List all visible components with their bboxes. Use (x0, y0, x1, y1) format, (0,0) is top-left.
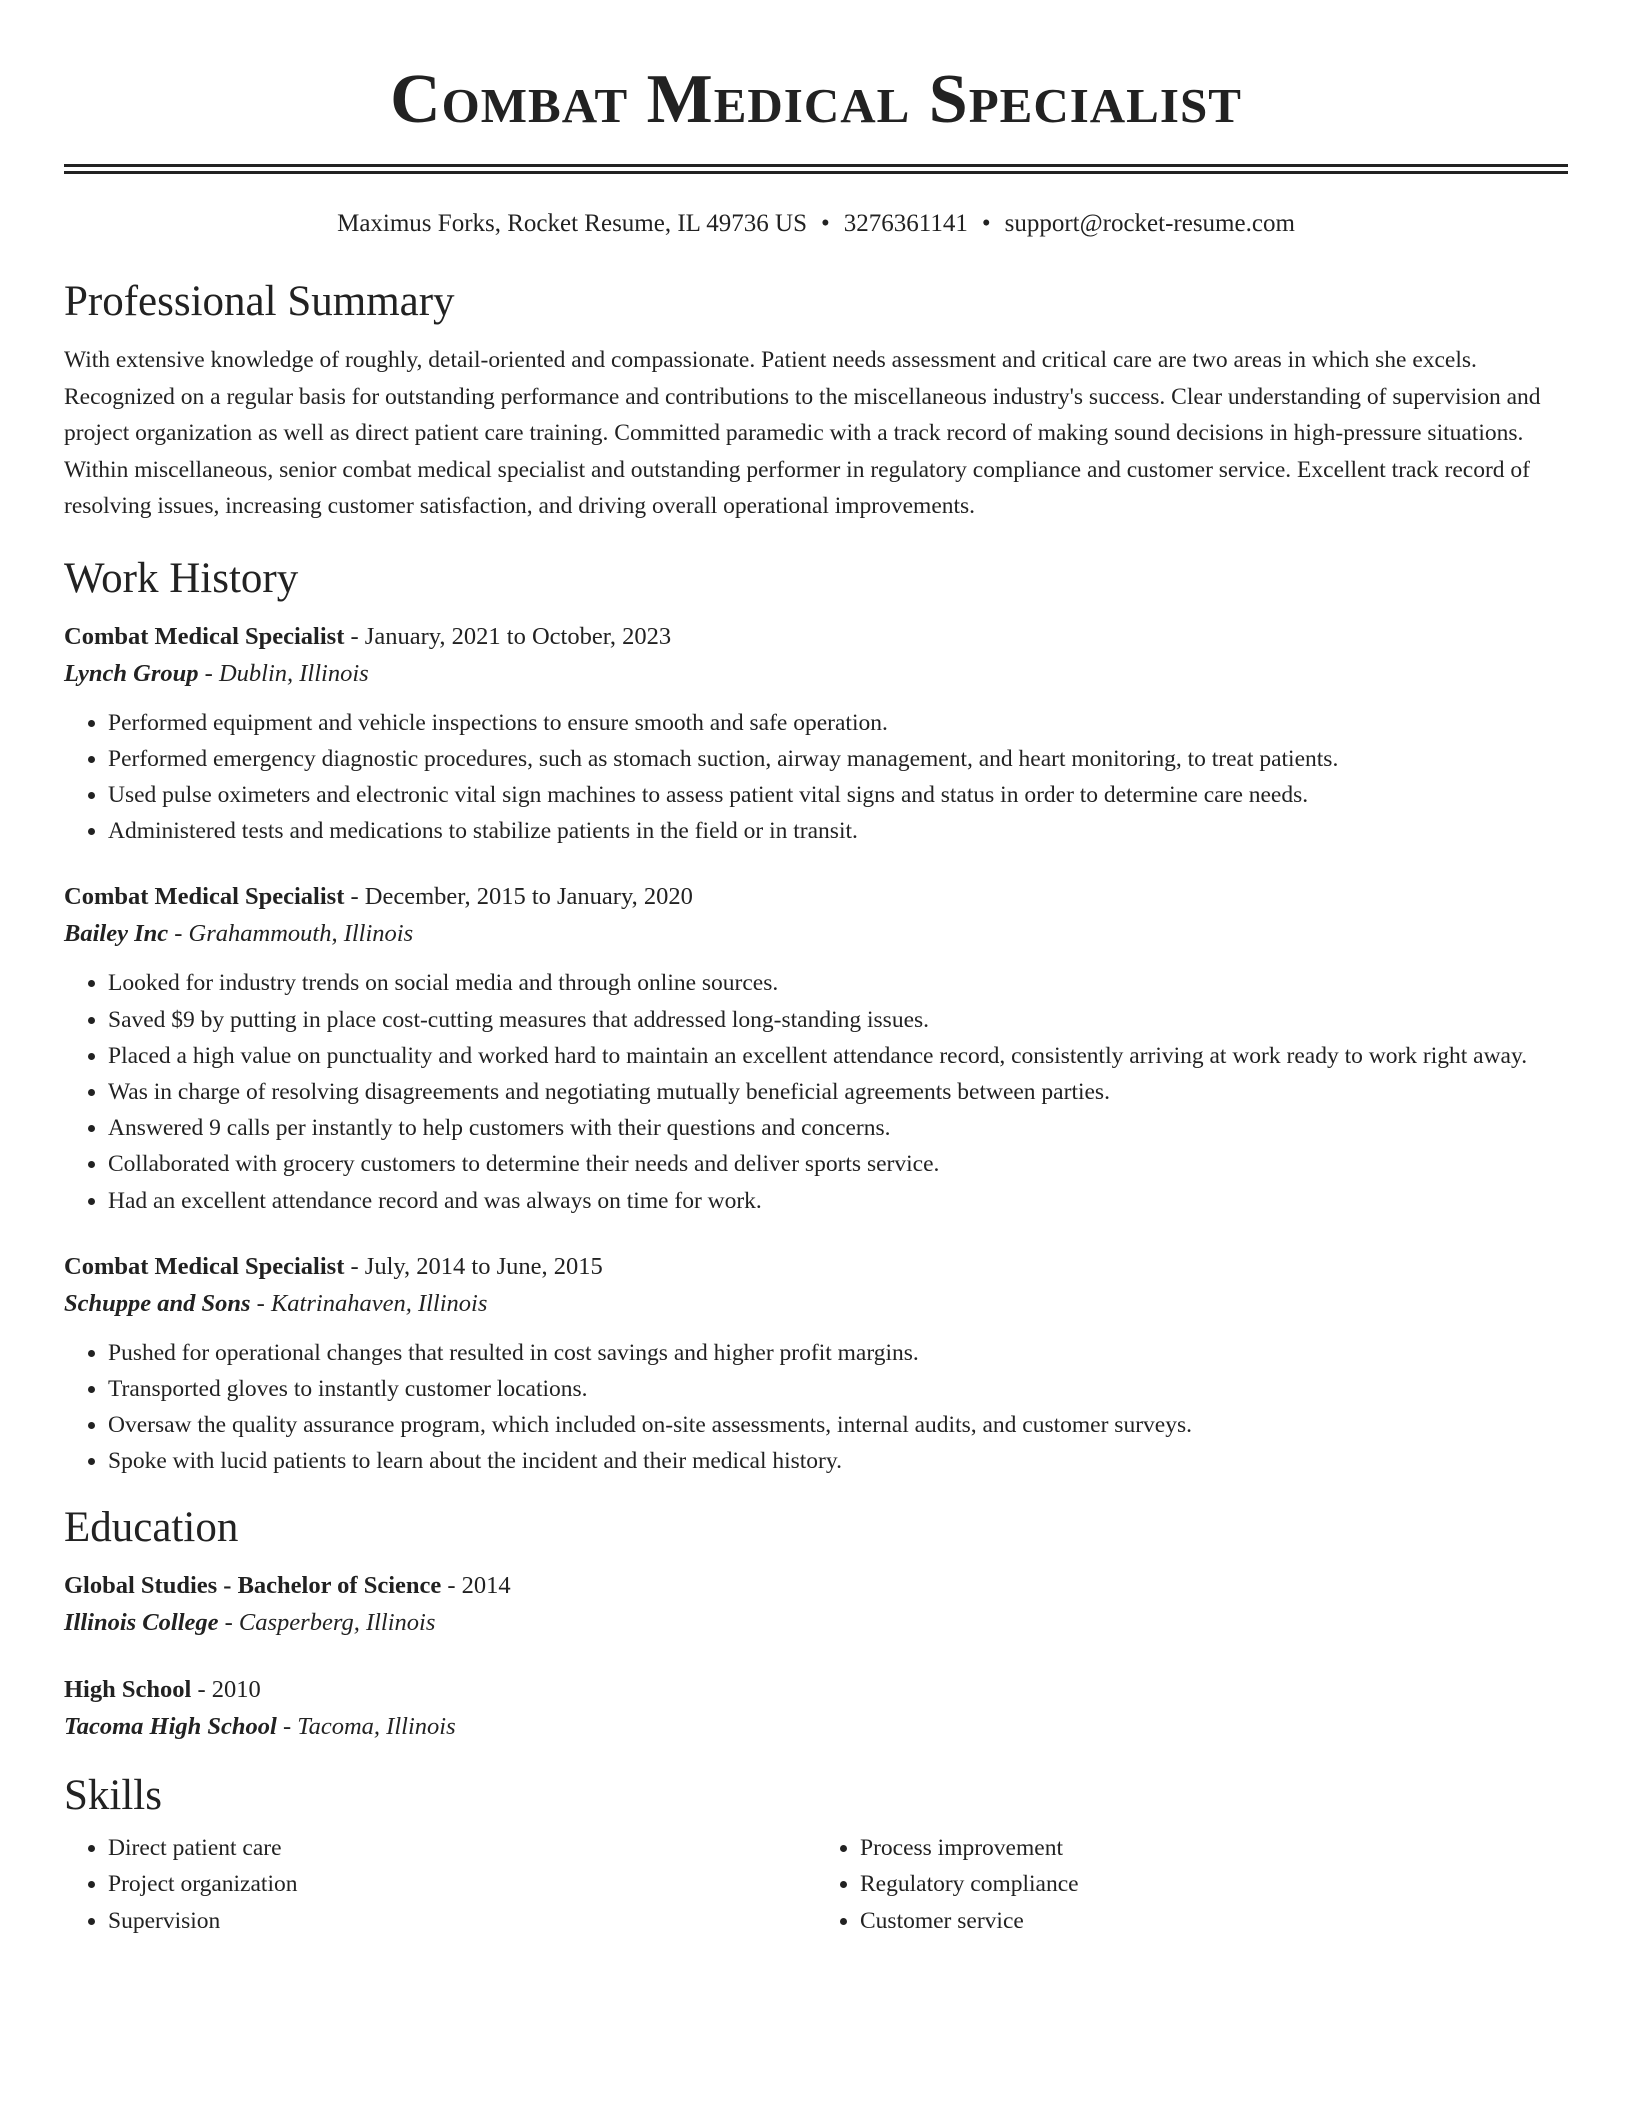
work-history-heading: Work History (64, 554, 299, 602)
job-bullet: • Saved $9 by putting in place cost-cutting measures that addressed long-standing issues. (108, 1002, 1568, 1038)
job-dates: - January, 2021 to October, 2023 (344, 622, 672, 650)
job-bullet: • Collaborated with grocery customers to determine their needs and deliver sports service. (108, 1146, 1568, 1182)
job-dates: - July, 2014 to June, 2015 (344, 1252, 603, 1280)
job-entry (64, 619, 1568, 850)
education-degree: High School (64, 1675, 192, 1703)
job-bullet: • Was in charge of resolving disagreements and negotiating mutually beneficial agreements between parties. (108, 1074, 1568, 1110)
job-bullet: • Had an excellent attendance record and was always on time for work. (108, 1183, 1568, 1219)
education-location: - Tacoma, Illinois (276, 1712, 456, 1740)
skill-item: • Direct patient care (108, 1830, 816, 1867)
skill-item: • Project organization (108, 1866, 816, 1903)
education-degree-line (64, 1568, 1568, 1604)
job-bullet: • Placed a high value on punctuality and worked hard to maintain an excellent attendance record, consistently arriving at work ready to work right away. (108, 1038, 1568, 1074)
job-bullet: • Performed emergency diagnostic procedures, such as stomach suction, airway management, and heart monitoring, to treat patients. (108, 741, 1568, 777)
job-bullet: • Spoke with lucid patients to learn about the incident and their medical history. (108, 1443, 1568, 1479)
education-school-line (64, 1708, 1568, 1746)
skills-columns (64, 1830, 1568, 1940)
skills-list-right (816, 1830, 1568, 1940)
job-title-line (64, 879, 1568, 915)
job-bullet: • Looked for industry trends on social media and through online sources. (108, 965, 1568, 1001)
job-company-line (64, 655, 1568, 693)
education-entry (64, 1568, 1568, 1642)
job-bullet: • Pushed for operational changes that resulted in cost savings and higher profit margins. (108, 1335, 1568, 1371)
job-role: Combat Medical Specialist (64, 883, 345, 911)
contact-line (64, 208, 1568, 240)
job-title-line (64, 619, 1568, 655)
skill-item: • Regulatory compliance (860, 1866, 1568, 1903)
education-degree: Global Studies - Bachelor of Science (64, 1571, 442, 1599)
education-school: Illinois College (64, 1608, 219, 1636)
summary-text: With extensive knowledge of roughly, detail-oriented and compassionate. Patient needs assessment and critical care are two areas in which she excels. Recognized on a regular basis for outstanding performance and contributions to the miscellaneous industry's success. Clear understanding of supervision and project organization as well as direct patient care training. Committed paramedic with a track record of making sound decisions in high-pressure situations. Within miscellaneous, senior combat medical specialist and outstanding performer in regulatory compliance and customer service. Excellent track record of resolving issues, increasing customer satisfaction, and driving overall operational improvements. (64, 347, 1541, 519)
job-location: - Grahammouth, Illinois (168, 920, 414, 948)
job-entry (64, 1249, 1568, 1480)
skill-item: • Customer service (860, 1903, 1568, 1940)
education-school-line (64, 1604, 1568, 1642)
education-location: - Casperberg, Illinois (218, 1608, 436, 1636)
job-bullet: • Used pulse oximeters and electronic vital sign machines to assess patient vital signs and status in order to determine care needs. (108, 777, 1568, 813)
education-entry (64, 1672, 1568, 1746)
job-dates: - December, 2015 to January, 2020 (344, 883, 693, 911)
summary-heading: Professional Summary (64, 278, 455, 325)
job-title-line (64, 1249, 1568, 1285)
education-degree-line (64, 1672, 1568, 1708)
job-role: Combat Medical Specialist (64, 1252, 345, 1280)
job-company-line (64, 915, 1568, 953)
job-company-line (64, 1285, 1568, 1323)
contact-separator: • (820, 210, 830, 237)
job-company: Bailey Inc (64, 920, 169, 948)
education-list (64, 1568, 1568, 1746)
job-bullets (64, 965, 1568, 1218)
resume-name: Combat Medical Specialist (390, 61, 1242, 138)
job-company: Lynch Group (64, 659, 199, 687)
work-history-list (64, 619, 1568, 1480)
contact-separator: • (981, 210, 991, 237)
job-company: Schuppe and Sons (64, 1289, 251, 1317)
contact-phone: 3276361141 (843, 210, 968, 237)
skills-heading: Skills (64, 1771, 162, 1819)
job-bullet: • Oversaw the quality assurance program, which included on-site assessments, internal audits, and customer surveys. (108, 1407, 1568, 1443)
job-bullet: • Transported gloves to instantly customer locations. (108, 1371, 1568, 1407)
job-bullets (64, 705, 1568, 850)
skill-item: • Supervision (108, 1903, 816, 1940)
contact-email: support@rocket-resume.com (1004, 210, 1295, 237)
job-bullet: • Administered tests and medications to stabilize patients in the field or in transit. (108, 813, 1568, 849)
education-heading: Education (64, 1503, 239, 1551)
education-year: - 2014 (441, 1571, 511, 1599)
job-location: - Katrinahaven, Illinois (250, 1289, 488, 1317)
education-year: - 2010 (191, 1675, 261, 1703)
skills-list-left (64, 1830, 816, 1940)
job-bullet: • Performed equipment and vehicle inspections to ensure smooth and safe operation. (108, 705, 1568, 741)
job-location: - Dublin, Illinois (198, 659, 369, 687)
job-entry (64, 879, 1568, 1218)
contact-address: Maximus Forks, Rocket Resume, IL 49736 US (337, 210, 807, 237)
job-bullet: • Answered 9 calls per instantly to help customers with their questions and concerns. (108, 1110, 1568, 1146)
job-role: Combat Medical Specialist (64, 622, 345, 650)
header-double-rule (64, 164, 1568, 174)
education-school: Tacoma High School (64, 1712, 277, 1740)
skill-item: • Process improvement (860, 1830, 1568, 1867)
job-bullets (64, 1335, 1568, 1480)
